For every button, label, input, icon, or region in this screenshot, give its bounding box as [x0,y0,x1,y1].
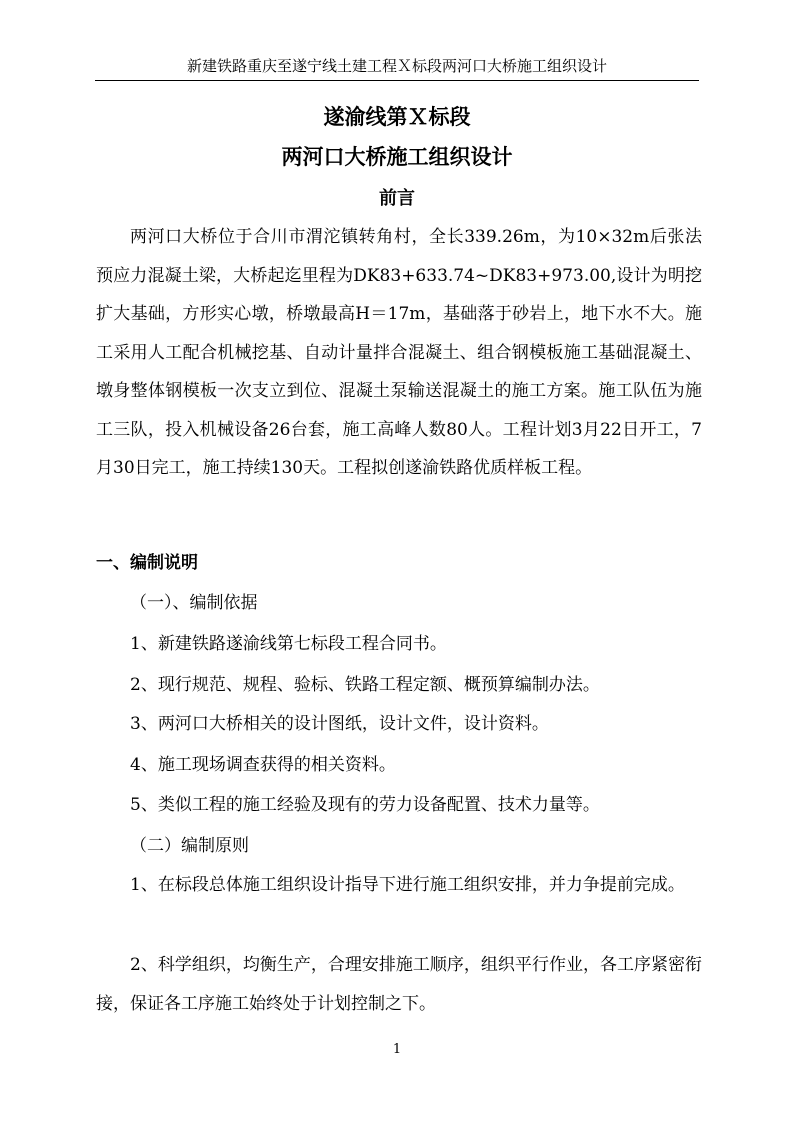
basis-item-2: 2、现行规范、规程、验标、铁路工程定额、概预算编制办法。 [130,675,600,695]
section-heading-compilation: 一、编制说明 [96,553,198,573]
intro-paragraph: 两河口大桥位于合川市渭沱镇转角村，全长339.26m，为10×32m后张法预应力混凝土梁，大桥起迄里程为DK83+633.74~DK83+973.00,设计为明挖扩大基础，方形实心墩，桥墩最高H＝17m，基础落于砂岩上，地下水不大。施工采用人工配合机械挖基、自动计量拌合混凝土、组合钢模板施工基础混凝土、墩身整体钢模板一次支立到位、混凝土泵输送混凝土的施工方案。施工队伍为施工三队，投入机械设备26台套，施工高峰人数80人。工程计划3月22日开工，7月30日完工，施工持续130天。工程拟创遂渝铁路优质样板工程。 [96,227,702,478]
basis-item-5: 5、类似工程的施工经验及现有的劳力设备配置、技术力量等。 [130,795,600,815]
preface-heading: 前言 [379,188,415,209]
basis-item-3: 3、两河口大桥相关的设计图纸，设计文件，设计资料。 [130,714,549,734]
running-header: 新建铁路重庆至遂宁线土建工程Ｘ标段两河口大桥施工组织设计 [95,52,699,81]
subsection-heading-principles: （二）编制原则 [130,836,249,856]
basis-item-1: 1、新建铁路遂渝线第七标段工程合同书。 [130,634,447,654]
page-number: 1 [392,1042,402,1057]
principle-item-1: 1、在标段总体施工组织设计指导下进行施工组织安排，并力争提前完成。 [130,875,685,895]
document-title-line2: 两河口大桥施工组织设计 [281,144,513,169]
document-title-line1: 遂渝线第Ｘ标段 [323,104,471,129]
basis-item-4: 4、施工现场调查获得的相关资料。 [130,755,396,775]
subsection-heading-basis: （一）、编制依据 [130,593,258,613]
principle-item-2: 2、科学组织，均衡生产，合理安排施工顺序，组织平行作业，各工序紧密衔接，保证各工序施工始终处于计划控制之下。 [96,955,702,1014]
